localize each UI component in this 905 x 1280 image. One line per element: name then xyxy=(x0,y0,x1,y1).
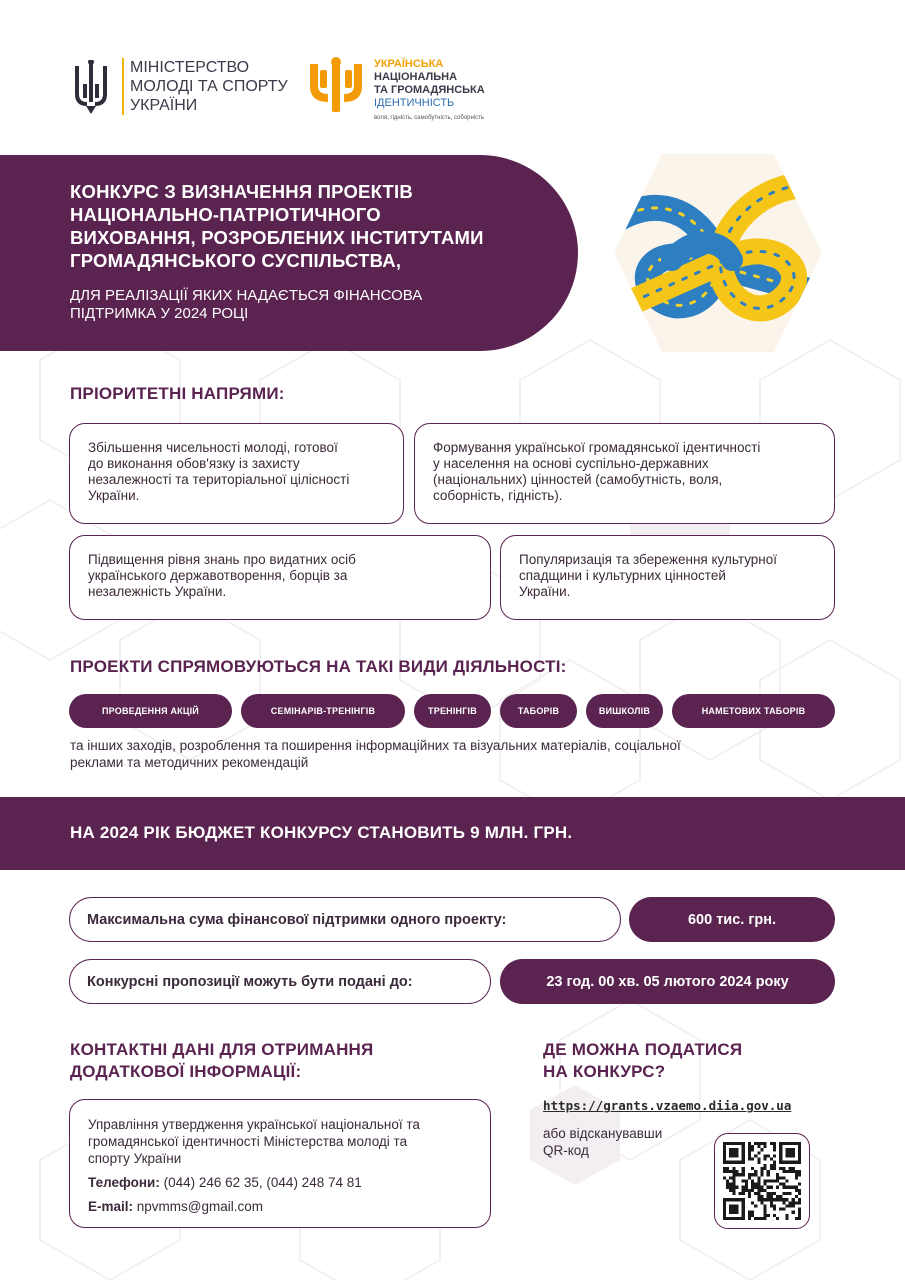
deadline-label: Конкурсні пропозиції можуть бути подані до: xyxy=(69,959,491,1004)
hero-title-line: ГРОМАДЯНСЬКОГО СУСПІЛЬСТВА, xyxy=(70,250,402,271)
phones-value: (044) 246 62 35, (044) 248 74 81 xyxy=(163,1175,362,1190)
qr-code-frame xyxy=(714,1133,810,1229)
rope-knot-image xyxy=(612,150,824,356)
scan-line: QR-код xyxy=(543,1143,589,1158)
contacts-card xyxy=(69,1099,491,1228)
card-line: українського державотворення, борців за xyxy=(88,568,348,583)
org-line: Управління утвердження української національної та xyxy=(88,1117,420,1132)
activity-pill: ПРОВЕДЕННЯ АКЦІЙ xyxy=(69,694,232,728)
hero-subtitle-line: ПІДТРИМКА У 2024 РОЦІ xyxy=(70,305,249,322)
card-line: (національних) цінностей (самобутність, воля, xyxy=(433,472,723,487)
card-line: Збільшення чисельності молоді, готової xyxy=(88,440,338,455)
card-line: Підвищення рівня знань про видатних осіб xyxy=(88,552,356,567)
apply-title-line: ДЕ МОЖНА ПОДАТИСЯ xyxy=(543,1040,743,1059)
card-line: Формування української громадянської ідентичності xyxy=(433,440,761,455)
activities-title: ПРОЕКТИ СПРЯМОВУЮТЬСЯ НА ТАКІ ВИДИ ДІЯЛЬНОСТІ: xyxy=(70,657,567,676)
org-line: спорту України xyxy=(88,1151,182,1166)
email-value[interactable]: npvmms@gmail.com xyxy=(136,1199,264,1214)
ministry-line: МОЛОДІ ТА СПОРТУ xyxy=(130,78,288,95)
card-line: у населення на основі суспільно-державних xyxy=(433,456,709,471)
activity-pill: ВИШКОЛІВ xyxy=(586,694,663,728)
email-row xyxy=(88,1198,472,1215)
activity-pill: ТРЕНІНГІВ xyxy=(414,694,491,728)
ministry-line: УКРАЇНИ xyxy=(130,97,198,114)
apply-title xyxy=(543,1039,742,1083)
hero-subtitle xyxy=(70,287,530,323)
contacts-title xyxy=(70,1039,373,1083)
qr-code-icon[interactable] xyxy=(723,1142,801,1220)
trident-icon xyxy=(72,60,110,116)
max-amount-value: 600 тис. грн. xyxy=(629,897,835,942)
hero-title xyxy=(70,180,550,272)
identity-line: НАЦІОНАЛЬНА xyxy=(374,71,458,83)
card-line: Популяризація та збереження культурної xyxy=(519,552,778,567)
priority-card-3 xyxy=(69,535,491,620)
contacts-title-line: КОНТАКТНІ ДАНІ ДЛЯ ОТРИМАННЯ xyxy=(70,1040,374,1059)
hero-title-line: КОНКУРС З ВИЗНАЧЕННЯ ПРОЕКТІВ xyxy=(70,181,413,202)
phones-label: Телефони: xyxy=(88,1175,160,1190)
scan-note xyxy=(543,1125,662,1159)
scan-line: або відсканувавши xyxy=(543,1126,663,1141)
contacts-title-line: ДОДАТКОВОЇ ІНФОРМАЦІЇ: xyxy=(70,1062,302,1081)
identity-line: ІДЕНТИЧНІСТЬ xyxy=(374,97,455,109)
card-line: соборність, гідність). xyxy=(433,488,563,503)
activity-pill: ТАБОРІВ xyxy=(500,694,577,728)
activity-pill: СЕМІНАРІВ-ТРЕНІНГІВ xyxy=(241,694,405,728)
max-amount-label: Максимальна сума фінансової підтримки одного проекту: xyxy=(69,897,621,942)
ministry-line: МІНІСТЕРСТВО xyxy=(130,59,250,76)
card-line: незалежність України. xyxy=(88,584,227,599)
org-line: громадянської ідентичності Міністерства молоді та xyxy=(88,1134,408,1149)
identity-logo-icon xyxy=(308,56,364,116)
card-line: України. xyxy=(519,584,571,599)
note-line: реклами та методичних рекомендацій xyxy=(70,755,309,770)
card-line: незалежності та територіальної цілісності xyxy=(88,472,350,487)
priority-card-4 xyxy=(500,535,835,620)
identity-line: ТА ГРОМАДЯНСЬКА xyxy=(374,84,485,96)
identity-tagline: воля, гідність, самобутність, соборність xyxy=(374,115,485,121)
note-line: та інших заходів, розроблення та поширення інформаційних та візуальних матеріалів, соціальної xyxy=(70,738,681,753)
card-line: України. xyxy=(88,488,140,503)
identity-logo-text xyxy=(374,58,485,125)
card-line: спадщини і культурних цінностей xyxy=(519,568,726,583)
priority-card-1 xyxy=(69,423,404,524)
ministry-name xyxy=(122,58,288,115)
hero-subtitle-line: ДЛЯ РЕАЛІЗАЦІЇ ЯКИХ НАДАЄТЬСЯ ФІНАНСОВА xyxy=(70,287,423,304)
apply-title-line: НА КОНКУРС? xyxy=(543,1062,666,1081)
hero-title-line: НАЦІОНАЛЬНО-ПАТРІОТИЧНОГО xyxy=(70,204,381,225)
email-label: E-mail: xyxy=(88,1199,134,1214)
grants-link[interactable]: https://grants.vzaemo.diia.gov.ua xyxy=(543,1098,792,1113)
activity-pill: НАМЕТОВИХ ТАБОРІВ xyxy=(672,694,835,728)
phones-row xyxy=(88,1174,472,1191)
budget-text: НА 2024 РІК БЮДЖЕТ КОНКУРСУ СТАНОВИТЬ 9 МЛН. ГРН. xyxy=(70,823,573,842)
hero-title-line: ВИХОВАННЯ, РОЗРОБЛЕНИХ ІНСТИТУТАМИ xyxy=(70,227,484,248)
deadline-value: 23 год. 00 хв. 05 лютого 2024 року xyxy=(500,959,835,1004)
priority-card-2 xyxy=(414,423,835,524)
activities-note xyxy=(70,737,830,771)
card-line: до виконання обов'язку із захисту xyxy=(88,456,300,471)
identity-line: УКРАЇНСЬКА xyxy=(374,58,444,70)
priorities-title: ПРІОРИТЕТНІ НАПРЯМИ: xyxy=(70,384,285,403)
